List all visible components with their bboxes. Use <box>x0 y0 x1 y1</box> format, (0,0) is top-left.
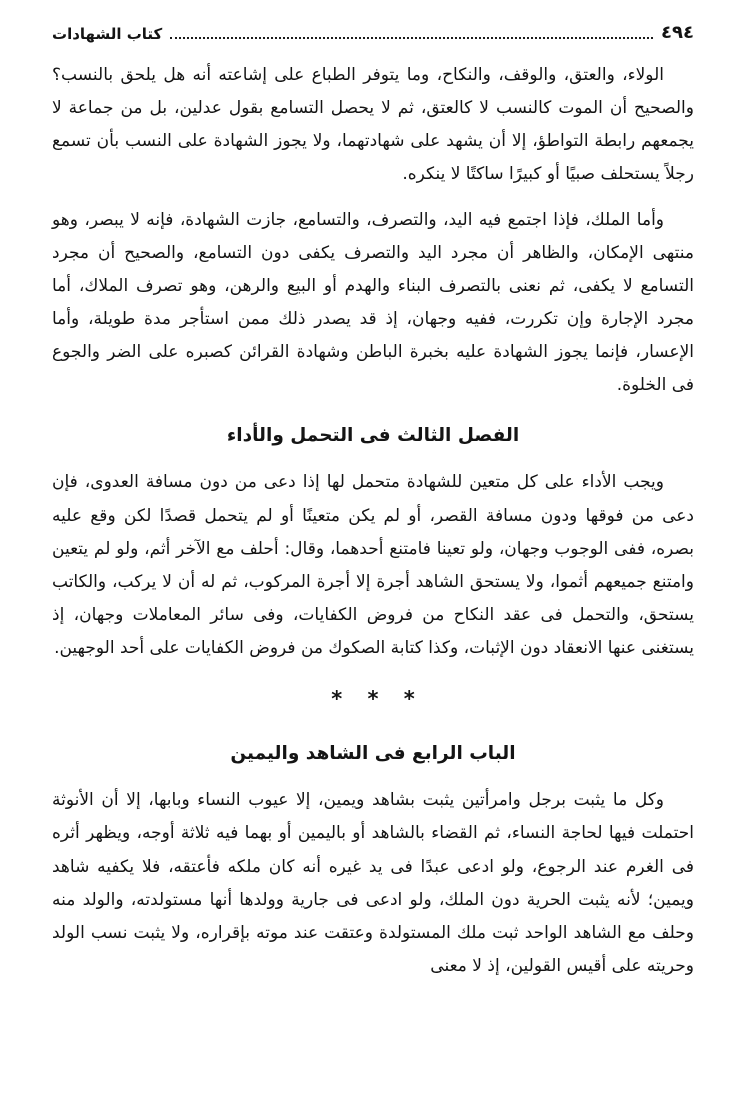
page-body <box>52 59 694 983</box>
section-heading-chapter-3: الفصل الثالث فى التحمل والأداء <box>226 425 520 447</box>
page-header <box>52 22 694 43</box>
book-title: كتاب الشهادات <box>52 25 163 43</box>
paragraph-1: الولاء، والعتق، والوقف، والنكاح، وما يتوفر الطباع على إشاعته أنه هل يلحق بالنسب؟ والصحيح أن الموت كالنسب لا كالعتق، ثم لا يحصل التسامع بقول عدلين، بل من جماعة لا يجمعهم رابطة التواطؤ، إلا أن يشهد على شهادتهما، ولا يجوز الشهادة على النسب بأن تسمع رجلاً يستحلف صبيًا أو كبيرًا ساكتًا لا ينكره. <box>52 65 694 185</box>
paragraph-2: وأما الملك، فإذا اجتمع فيه اليد، والتصرف، والتسامع، جازت الشهادة، فإنه لا يبصر، وهو منتهى الإمكان، والظاهر أن مجرد اليد والتصرف يكفى دون التسامع، والصحيح أن مجرد التسامع لا يكفى، ثم نعنى بالتصرف البناء والهدم أو البيع والرهن، وهو تصرف الملاك، أما مجرد الإجارة وإن تكررت، ففيه وجهان، إذ قد يصدر ذلك ممن استأجر مدة طويلة، وأما الإعسار، فإنما يجوز الشهادة عليه بخبرة الباطن وشهادة القرائن كصبره على الضر والجوع فى الخلوة. <box>52 209 694 396</box>
section-separator-asterisks: * * * <box>331 687 415 712</box>
paragraph-3: ويجب الأداء على كل متعين للشهادة متحمل لها إذا دعى من دون مسافة العدوى، فإن دعى من فوقها ودون مسافة القصر، أو لم يكن متعينًا أو لم يتحمل قصدًا لكن وقع عليه بصره، ففى الوجوب وجهان، ولو تعينا فامتنع أحدهما، وقال: أحلف مع الآخر أثم، ولو لم يتعين وامتنع جميعهم أثموا، ولا يستحق الشاهد أجرة إلا أجرة المركوب، ثم له أن لا يركب، والكاتب يستحق، والتحمل فى عقد النكاح من فروض الكفايات، وفى سائر المعاملات وجهان، إذ يستغنى عنها الانعقاد دون الإثبات، وكذا كتابة الصكوك من فروض الكفايات على أحد الوجهين. <box>52 472 694 659</box>
paragraph-4: وكل ما يثبت برجل وامرأتين يثبت بشاهد ويمين، إلا عيوب النساء وبابها، إلا أن الأنوثة احتملت فيها لحاجة النساء، ثم القضاء بالشاهد أو باليمين أو بهما فيه ثلاثة أوجه، ويظهر أثره فى الغرم عند الرجوع، ولو ادعى عبدًا فى يد غيره أنه كان ملكه فأعتقه، فلا يكفيه شاهد ويمين؛ لأنه يثبت الحرية دون الملك، ولو ادعى فى جارية وولدها أنها مستولدته، والولد منه وحلف مع الشاهد الواحد ثبت ملك المستولدة وعتقت عند موته بإقراره، ولا يثبت نسب الولد وحريته على أقيس القولين، إذ لا معنى <box>52 790 694 977</box>
header-dotted-leader <box>170 37 653 39</box>
page-number: ٤٩٤ <box>661 22 694 43</box>
section-heading-chapter-4: الباب الرابع فى الشاهد واليمين <box>230 743 516 765</box>
